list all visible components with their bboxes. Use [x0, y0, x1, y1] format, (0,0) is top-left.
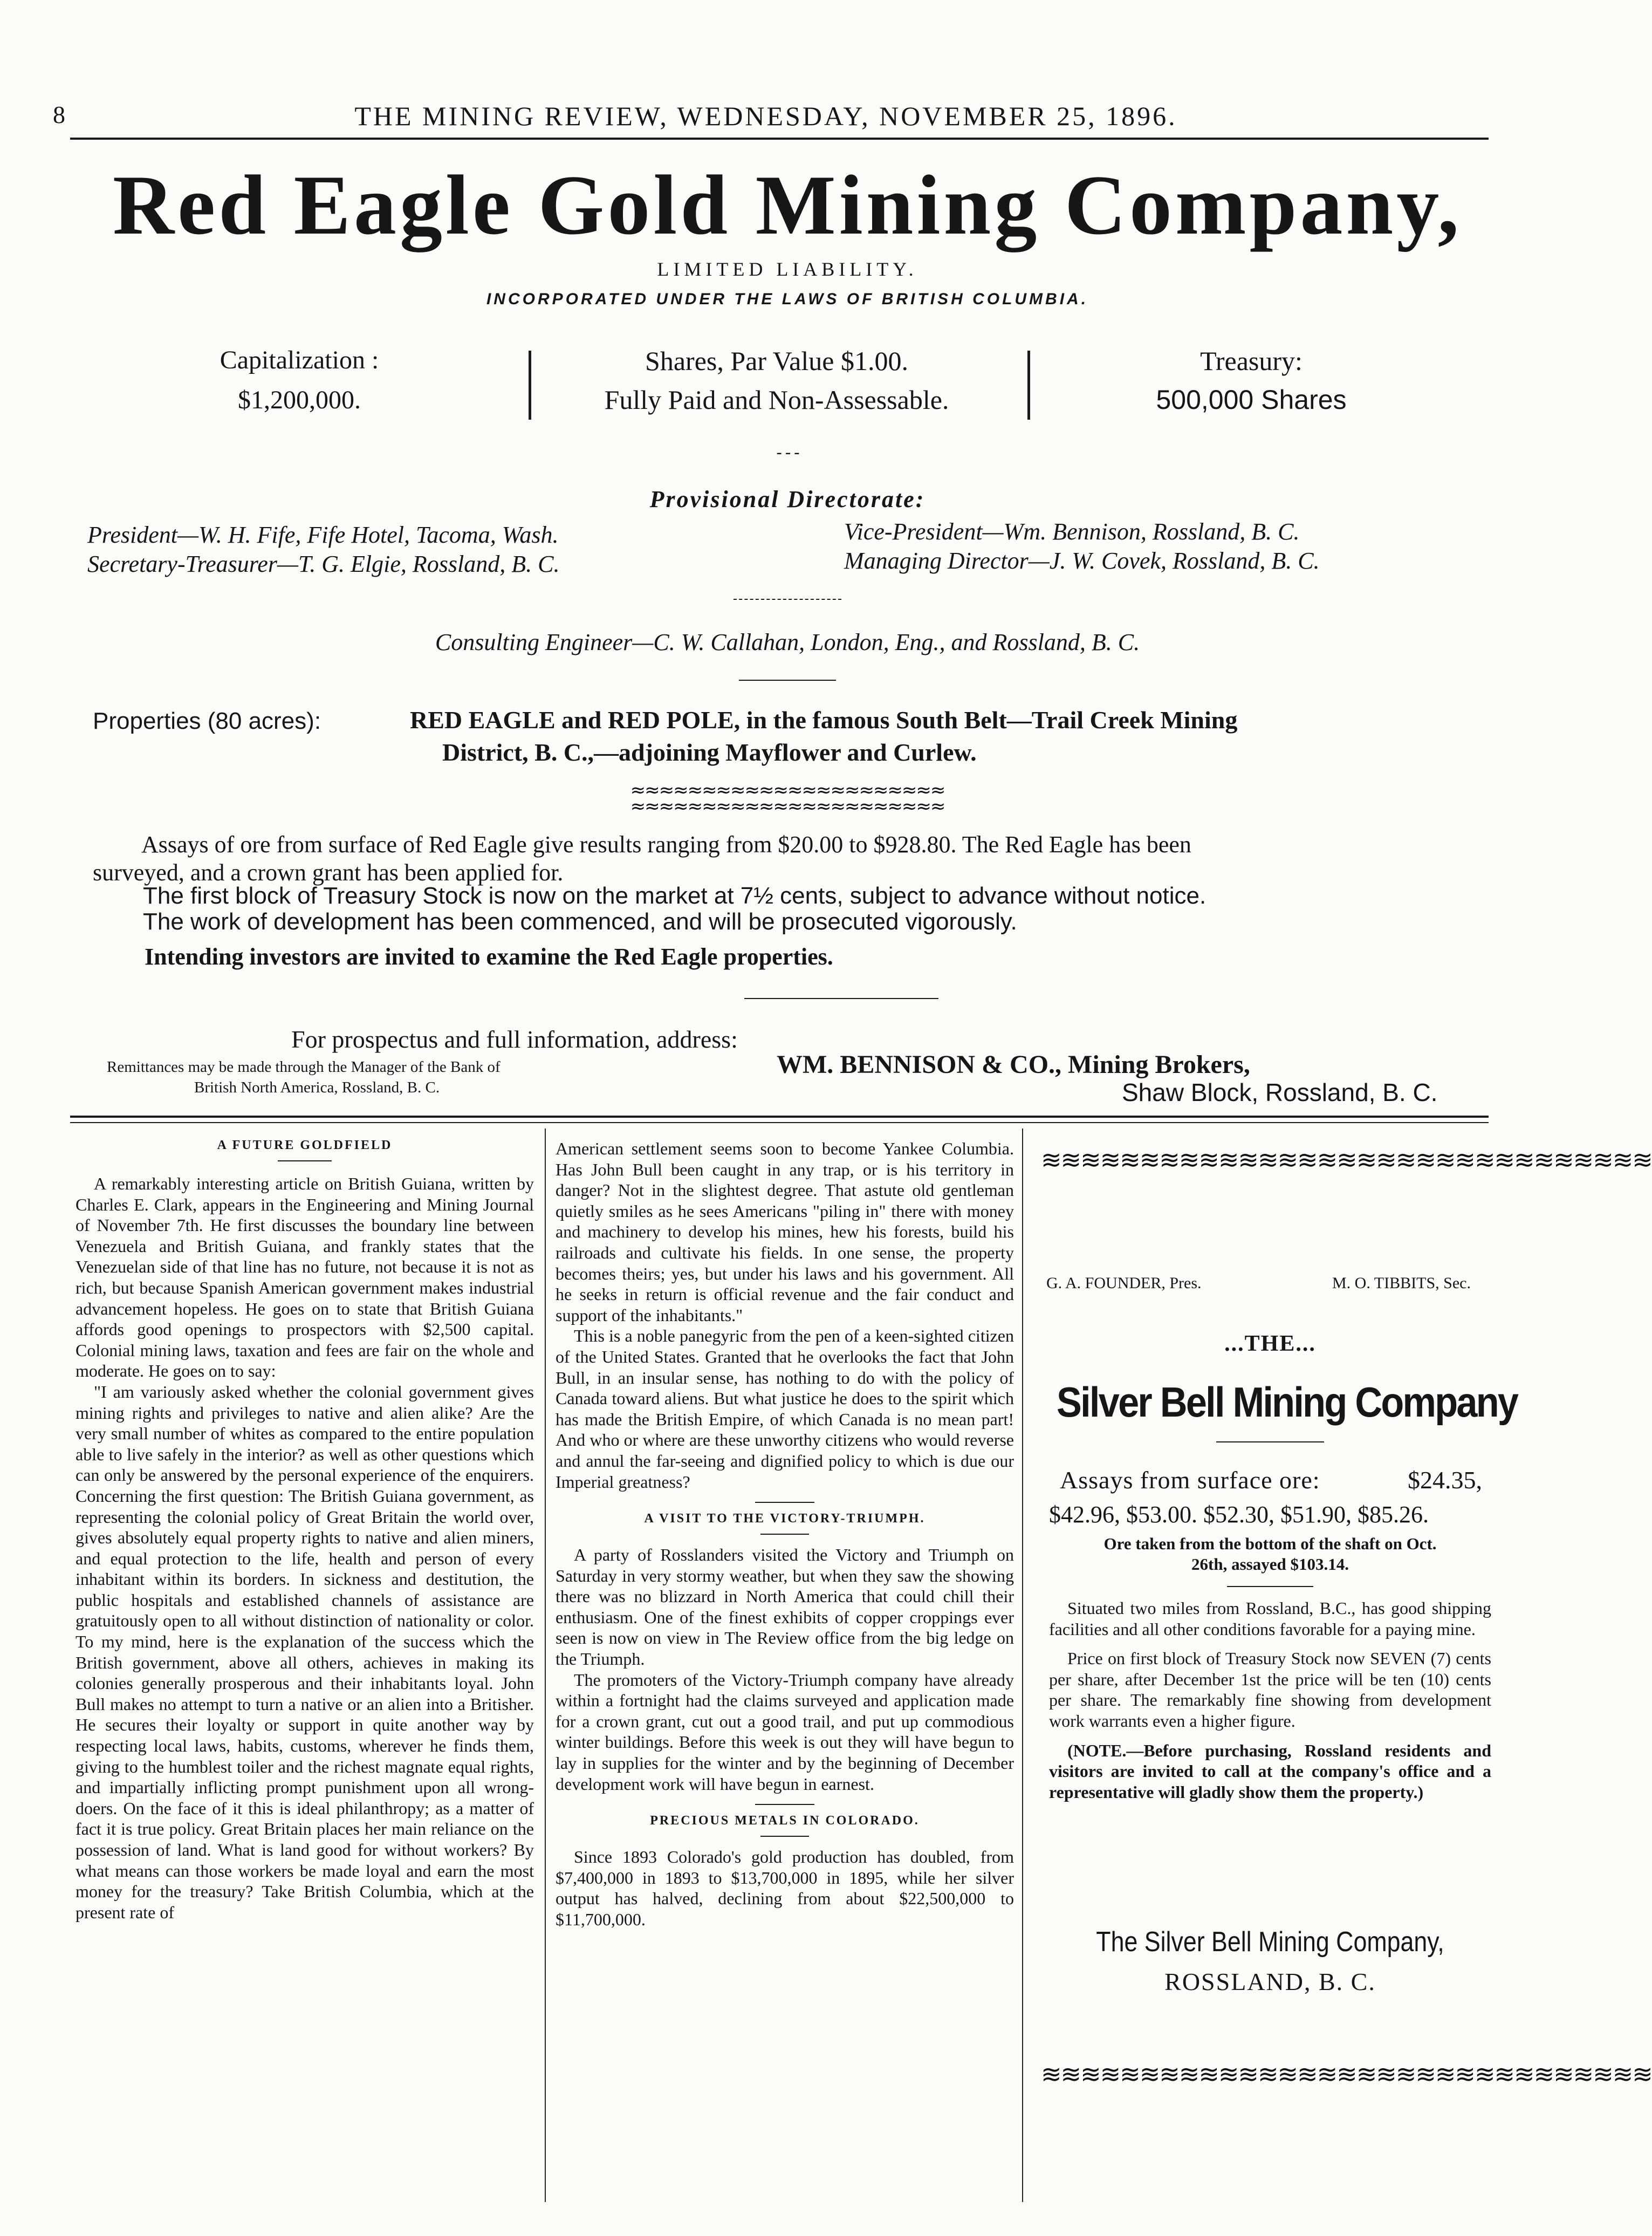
treasury-label: Treasury:	[1200, 346, 1303, 376]
assays-first: $24.35,	[1408, 1466, 1482, 1494]
heading-rule	[760, 1836, 809, 1837]
vice-president-line: Vice-President—Wm. Bennison, Rossland, B. C.	[844, 518, 1300, 545]
heading-rule	[760, 1534, 809, 1535]
shares-line2: Fully Paid and Non-Assessable.	[604, 385, 949, 415]
properties-line1: RED EAGLE and RED POLE, in the famous South Belt—Trail Creek Mining	[410, 706, 1238, 734]
paragraph: "I am variously asked whether the colonial government gives mining rights and privileges to native and alien alike? Are the very small number of whites as compared to the entire population able to live safely in the interior? as well as other questions which can only be answered by the personal experience of the enquirers. Concerning the first question: The British Guiana government, as representing the colonial policy of Great Britain the world over, gives absolutely equal property rights to native and alien miners, and equal protection to the life, health and person of every inhabitant within its borders. In sickness and destitution, the public hospitals and established channels of assistance are gratuitously open to all without distinction of nationality or color. To my mind, here is the explanation of the success which the British government, above all others, achieves in making its colonies generally prosperous and their inhabitants loyal. John Bull makes no attempt to turn a native or an alien into a Britisher. He secures their loyalty or support in quite another way by respecting local laws, habits, customs, wherever he finds them, giving to the humblest toiler and the richest magnate equal rights, and impartially inflicting prompt punishment upon all wrong-doers. On the face of it this is ideal philanthropy; as a matter of fact it is true policy. Great Britain places her main reliance on the possession of land. What is land good for without workers? By what means can those workers be made loyal and earn the most money for the treasury? Take British Columbia, which at the present rate of	[76, 1382, 534, 1922]
situated-paragraph: Situated two miles from Rossland, B.C., has good shipping facilities and all other conditions favorable for a paying mine.	[1049, 1598, 1491, 1639]
silver-bell-ad	[1033, 1129, 1652, 2202]
masthead-title: THE MINING REVIEW, WEDNESDAY, NOVEMBER 25, 1896.	[354, 101, 1177, 131]
ad-bottom-rule-2	[70, 1122, 1489, 1123]
incorporated-line: INCORPORATED UNDER THE LAWS OF BRITISH COLUMBIA.	[486, 290, 1089, 308]
section-rule	[755, 1804, 814, 1805]
properties-line2: District, B. C.,—adjoining Mayflower and Curlew.	[442, 739, 977, 766]
assays-line2: surveyed, and a crown grant has been applied for.	[93, 859, 564, 886]
consulting-engineer: Consulting Engineer—C. W. Callahan, London, Eng., and Rossland, B. C.	[435, 629, 1140, 655]
remittance-line1: Remittances may be made through the Manager of the Bank of	[107, 1058, 501, 1076]
article-goldfield	[76, 1138, 534, 1923]
section-rule	[1227, 1586, 1313, 1587]
assays-values: $42.96, $53.00. $52.30, $51.90, $85.26.	[1049, 1501, 1429, 1528]
column-divider-1	[545, 1129, 546, 2202]
ornamental-border-top: ≋≋≋≋≋≋≋≋≋≋≋≋≋≋≋≋≋≋≋≋≋≋≋≋≋≋≋≋≋≋≋	[1041, 1145, 1652, 1174]
remittance-line2: British North America, Rossland, B. C.	[194, 1079, 440, 1096]
note-paragraph: (NOTE.—Before purchasing, Rossland residents and visitors are invited to call at the company's office and a representative will gladly show them the property.)	[1049, 1740, 1491, 1802]
heading-rule	[278, 1160, 332, 1161]
the-label: ...THE...	[1224, 1331, 1316, 1356]
details	[1049, 1598, 1491, 1802]
broker-address: Shaw Block, Rossland, B. C.	[1122, 1078, 1438, 1106]
ore-line2: 26th, assayed $103.14.	[1191, 1555, 1349, 1574]
short-rule-1	[734, 599, 841, 600]
secretary-name: M. O. TIBBITS, Sec.	[1332, 1274, 1471, 1292]
paragraph: The promoters of the Victory-Triumph company have already within a fortnight had the claims surveyed and application made for a crown grant, cut out a good trail, and put up commodious winter buildings. Before this week is out they will have begun to lay in supplies for the winter and by the beginning of December development work will have begun in earnest.	[556, 1670, 1014, 1794]
directorate-heading: Provisional Directorate:	[649, 486, 926, 512]
president-line: President—W. H. Fife, Fife Hotel, Tacoma, Wash.	[87, 522, 559, 548]
article-heading: PRECIOUS METALS IN COLORADO.	[650, 1814, 920, 1828]
treasury-value: 500,000 Shares	[1156, 385, 1347, 415]
column-2	[556, 1138, 1014, 1930]
paragraph: A remarkably interesting article on British Guiana, written by Charles E. Clark, appears in the Engineering and Mining Journal of November 7th. He first discusses the boundary line between Venezuela and British Guiana, and frankly states that the Venezuelan side of that line has no future, not because it is not as rich, but because Spanish American government makes industrial advancement hopeless. He goes on to state that British Guiana affords good openings to prospectors with $2,500 capital. Colonial mining laws, taxation and fees are fair on the whole and moderate. He goes on to say:	[76, 1174, 534, 1381]
paragraph: This is a noble panegyric from the pen of a keen-sighted citizen of the United States. Granted that he overlooks the fact that John Bull, in an insular sense, has nothing to do with the policy of Canada toward aliens. But what justice he does to the spirit which has made the British Empire, of which Canada is no mean part! And who or where are these unworthy citizens who would reverse and annul the far-seeing and dignified policy to which is due our Imperial greatness?	[556, 1326, 1014, 1492]
paragraph: Since 1893 Colorado's gold production has doubled, from $7,400,000 in 1893 to $13,700,000 in 1895, while her silver output has halved, declining from about $22,500,000 to $11,700,000.	[556, 1847, 1014, 1929]
article-heading: A FUTURE GOLDFIELD	[217, 1138, 393, 1152]
ornamental-rule: ≈≈≈≈≈≈≈≈≈≈≈≈≈≈≈≈≈≈≈≈≈≈ ≈≈≈≈≈≈≈≈≈≈≈≈≈≈≈≈≈≈≈≈≈≈	[630, 779, 945, 817]
small-dash: - - -	[776, 443, 799, 462]
properties-label: Properties (80 acres):	[93, 708, 321, 734]
ornamental-border-bottom: ≋≋≋≋≋≋≋≋≋≋≋≋≋≋≋≋≋≋≋≋≋≋≋≋≋≋≋≋≋≋≋	[1041, 2060, 1652, 2089]
divider-right	[1027, 351, 1030, 420]
prospectus-line: For prospectus and full information, address:	[291, 1025, 738, 1053]
paragraph: American settlement seems soon to become Yankee Columbia. Has John Bull been caught in any trap, or is his territory in danger? Not in the slightest degree. That astute old gentleman quietly smiles as he sees Americans "piling in" there with money and machinery to develop his mines, hew his forests, build his railroads and cultivate his fields. In one sense, the property becomes theirs; yes, but under his laws and his government. All he seeks in return is official revenue and the fair conduct and support of the inhabitants."	[556, 1139, 1014, 1325]
price-paragraph: Price on first block of Treasury Stock now SEVEN (7) cents per share, after December 1st the price will be ten (10) cents per share. The remarkably fine showing from development work warrants even a higher figure.	[1049, 1649, 1491, 1731]
assays-label: Assays from surface ore:	[1060, 1466, 1320, 1494]
column-divider-2	[1022, 1129, 1023, 2202]
sign-place: ROSSLAND, B. C.	[1164, 1968, 1376, 1995]
sign-name: The Silver Bell Mining Company,	[1096, 1926, 1444, 1958]
red-eagle-ad	[0, 0, 1575, 1133]
president-name: G. A. FOUNDER, Pres.	[1046, 1274, 1202, 1292]
ad-bottom-rule	[70, 1116, 1489, 1118]
treasury-stock-line: The first block of Treasury Stock is now on the market at 7½ cents, subject to advance without notice.	[143, 883, 1207, 909]
development-line: The work of development has been commenced, and will be prosecuted vigorously.	[143, 908, 1017, 935]
capitalization-value: $1,200,000.	[238, 386, 361, 414]
paragraph: A party of Rosslanders visited the Victory and Triumph on Saturday in very stormy weather, but when they saw the showing there was no blizzard in North America that could chill their enthusiasm. One of the finest exhibits of copper croppings ever seen is now on view in The Review office from the big ledge on the Triumph.	[556, 1545, 1014, 1669]
managing-director-line: Managing Director—J. W. Covek, Rossland, B. C.	[844, 548, 1320, 574]
broker-name: WM. BENNISON & CO., Mining Brokers,	[777, 1050, 1250, 1079]
assays-line1: Assays of ore from surface of Red Eagle give results ranging from $20.00 to $928.80. The Red Eagle has been	[141, 831, 1191, 858]
secretary-line: Secretary-Treasurer—T. G. Elgie, Rossland, B. C.	[87, 551, 560, 577]
section-rule	[755, 1502, 814, 1503]
ore-line1: Ore taken from the bottom of the shaft on Oct.	[1103, 1534, 1437, 1553]
company-title: Red Eagle Gold Mining Company,	[112, 158, 1463, 252]
page-number: 8	[53, 101, 65, 128]
article-heading: A VISIT TO THE VICTORY-TRIUMPH.	[644, 1512, 926, 1526]
limited-liability: LIMITED LIABILITY.	[657, 258, 918, 280]
short-rule-3	[744, 998, 938, 999]
company-name: Silver Bell Mining Company	[1057, 1378, 1518, 1426]
shares-line1: Shares, Par Value $1.00.	[645, 346, 908, 376]
investors-line: Intending investors are invited to examine the Red Eagle properties.	[145, 943, 833, 970]
capitalization-label: Capitalization :	[220, 346, 379, 374]
divider-left	[529, 351, 531, 420]
name-rule	[1216, 1441, 1324, 1442]
short-rule-2	[739, 680, 836, 681]
